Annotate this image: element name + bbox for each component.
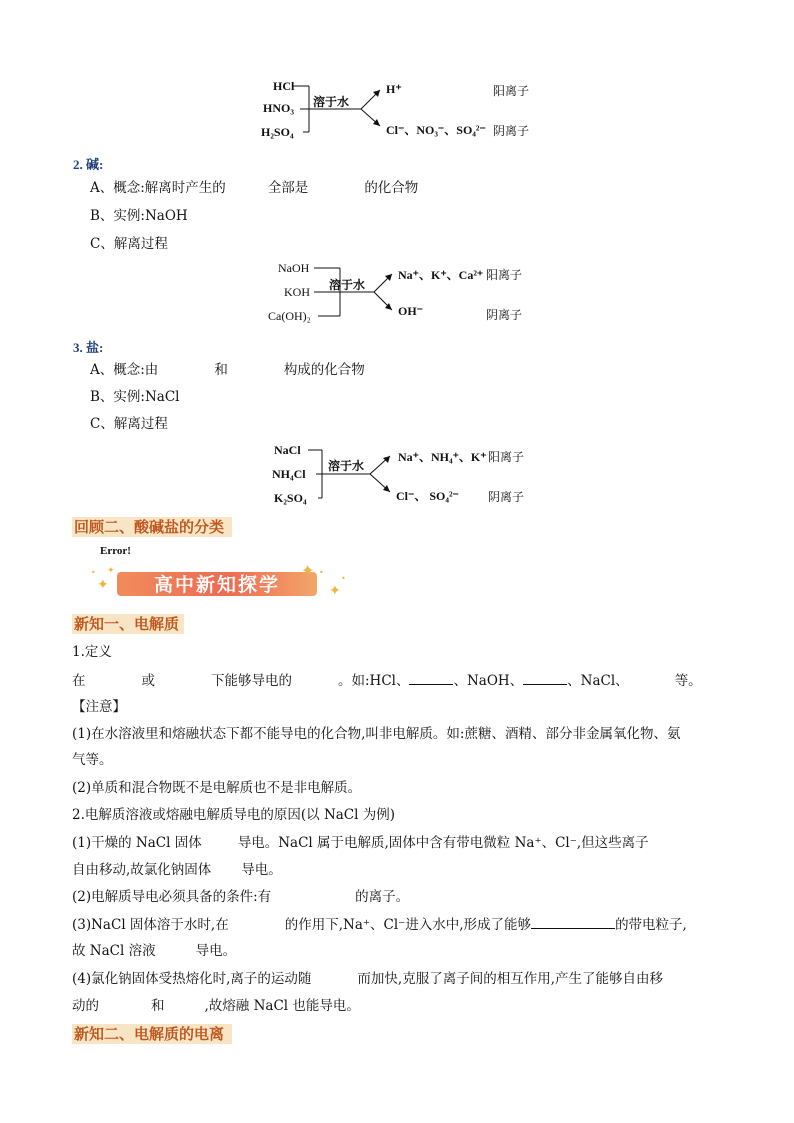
r3-c: 的带电粒子,: [615, 917, 687, 933]
diagram-left-item: K₂SO₄: [274, 491, 307, 505]
sparkle-icon: ✦: [329, 583, 341, 599]
new1-title-text: 新知一、电解质: [74, 615, 180, 633]
diagram-left-item: HNO₃: [263, 101, 294, 115]
base-ionization-diagram: [262, 258, 542, 328]
base-example: B、实例:NaOH: [90, 208, 188, 224]
blank-line: [523, 672, 567, 685]
salt-process-label: C、解离过程: [90, 416, 168, 432]
def-f: 、NaCl、: [567, 673, 629, 689]
blank-line: [409, 672, 453, 685]
sparkle-icon: •: [341, 574, 346, 583]
base-concept: [90, 180, 418, 196]
diagram-anion-label: 阴离子: [493, 124, 530, 138]
section-banner: [91, 561, 351, 600]
r3-e: 导电。: [195, 943, 237, 959]
def-e: 、NaOH、: [453, 673, 524, 689]
def-c: 下能够导电的: [211, 673, 292, 689]
r4-c: 动的: [72, 998, 99, 1014]
diagram-process-label: 溶于水: [329, 278, 366, 292]
diagram-anion-label: 阴离子: [486, 308, 523, 322]
base-concept-c: 的化合物: [364, 180, 419, 196]
diagram-left-item: Ca(OH)₂: [268, 309, 311, 323]
salt-ionization-diagram: [266, 439, 536, 511]
note-heading: 【注意】: [72, 699, 126, 715]
salt-example: B、实例:NaCl: [90, 389, 180, 405]
diagram-bottom-ions: Cl⁻、 SO₄²⁻: [396, 489, 459, 503]
error-text: Error!: [100, 545, 131, 557]
reason-1-cont: [72, 862, 282, 878]
reason-heading: 2.电解质溶液或熔融电解质导电的原因(以 NaCl 为例): [72, 807, 396, 823]
sparkle-icon: •: [319, 568, 324, 577]
review-title-text: 回顾二、酸碱盐的分类: [74, 518, 225, 536]
diagram-cation-label: 阳离子: [488, 450, 525, 464]
r1-b: 导电。NaCl 属于电解质,固体中含有带电微粒 Na⁺、Cl⁻,但这些离子: [237, 835, 649, 851]
salt-heading: 3. 盐:: [73, 340, 104, 355]
base-concept-a: A、概念:解离时产生的: [90, 180, 226, 196]
note-1: (1)在水溶液里和熔融状态下都不能导电的化合物,叫非电解质。如:蔗糖、酒精、部分非金属氧化物、氨: [72, 726, 681, 742]
diagram-cation-label: 阳离子: [493, 84, 530, 98]
r4-d: 和: [151, 998, 165, 1014]
note-2: (2)单质和混合物既不是电解质也不是非电解质。: [72, 780, 362, 796]
sparkle-icon: ✦: [301, 561, 315, 580]
r2-a: (2)电解质导电必须具备的条件:有: [72, 889, 272, 905]
r3-a: (3)NaCl 固体溶于水时,在: [72, 917, 229, 933]
r4-e: ,故熔融 NaCl 也能导电。: [204, 998, 360, 1014]
diagram-left-item: NH₄Cl: [272, 467, 306, 481]
diagram-left-item: HCl: [273, 79, 295, 93]
r1-a: (1)干燥的 NaCl 固体: [72, 835, 202, 851]
r3-d: 故 NaCl 溶液: [72, 943, 156, 959]
diagram-left-item: NaOH: [278, 261, 310, 275]
base-concept-b: 全部是: [267, 180, 309, 196]
new2-title-text: 新知二、电解质的电离: [74, 1025, 225, 1043]
r4-a: (4)氯化钠固体受热熔化时,离子的运动随: [72, 971, 312, 987]
sparkle-icon: •: [91, 568, 96, 577]
diagram-process-label: 溶于水: [328, 459, 365, 473]
salt-concept-b: 和: [214, 362, 228, 378]
definition-line: [72, 672, 702, 689]
base-heading: 2. 碱:: [73, 157, 104, 172]
diagram-bottom-ions: OH⁻: [398, 304, 424, 318]
r1-c: 自由移动,故氯化钠固体: [72, 862, 212, 878]
diagram-left-item: KOH: [284, 285, 310, 299]
diagram-top-ions: Na⁺、NH₄⁺、K⁺: [398, 450, 487, 464]
diagram-top-ions: H⁺: [386, 82, 402, 96]
diagram-process-label: 溶于水: [313, 95, 350, 109]
r1-d: 导电。: [241, 862, 282, 878]
diagram-bottom-ions: Cl⁻、NO₃⁻、SO₄²⁻: [386, 123, 486, 137]
sparkle-icon: ✦: [107, 566, 115, 576]
reason-3-cont: [72, 943, 236, 959]
diagram-left-item: H₂SO₄: [261, 125, 294, 139]
r2-b: 的离子。: [355, 889, 410, 905]
def-d: 。如:HCl、: [338, 673, 410, 689]
diagram-anion-label: 阴离子: [488, 490, 525, 504]
note-1-cont: 气等。: [72, 752, 113, 768]
review-section-title: [72, 517, 232, 537]
diagram-top-ions: Na⁺、K⁺、Ca²⁺: [398, 268, 484, 282]
diagram-left-item: NaCl: [274, 443, 301, 457]
reason-4-cont: [72, 998, 360, 1014]
def-g: 等。: [674, 673, 702, 689]
def-b: 或: [141, 673, 155, 689]
blank-line: [531, 916, 615, 929]
reason-3: [72, 916, 687, 933]
banner-title: 高中新知探学: [153, 574, 280, 596]
salt-concept-a: A、概念:由: [90, 362, 159, 378]
new-section-title: [72, 614, 184, 634]
def-a: 在: [72, 673, 86, 689]
salt-concept: [90, 362, 365, 378]
diagram-cation-label: 阳离子: [486, 268, 523, 282]
acid-ionization-diagram: [255, 76, 545, 146]
base-process-label: C、解离过程: [90, 236, 168, 252]
sparkle-icon: ✦: [97, 577, 109, 593]
reason-4: [72, 971, 663, 987]
reason-2: [72, 889, 409, 905]
salt-concept-c: 构成的化合物: [283, 362, 365, 378]
r3-b: 的作用下,Na⁺、Cl⁻进入水中,形成了能够: [284, 917, 532, 933]
r4-b: 而加快,克服了离子间的相互作用,产生了能够自由移: [357, 971, 664, 987]
new-section-title-2: [72, 1024, 232, 1044]
reason-1: [72, 835, 649, 851]
definition-heading: 1.定义: [72, 644, 112, 660]
